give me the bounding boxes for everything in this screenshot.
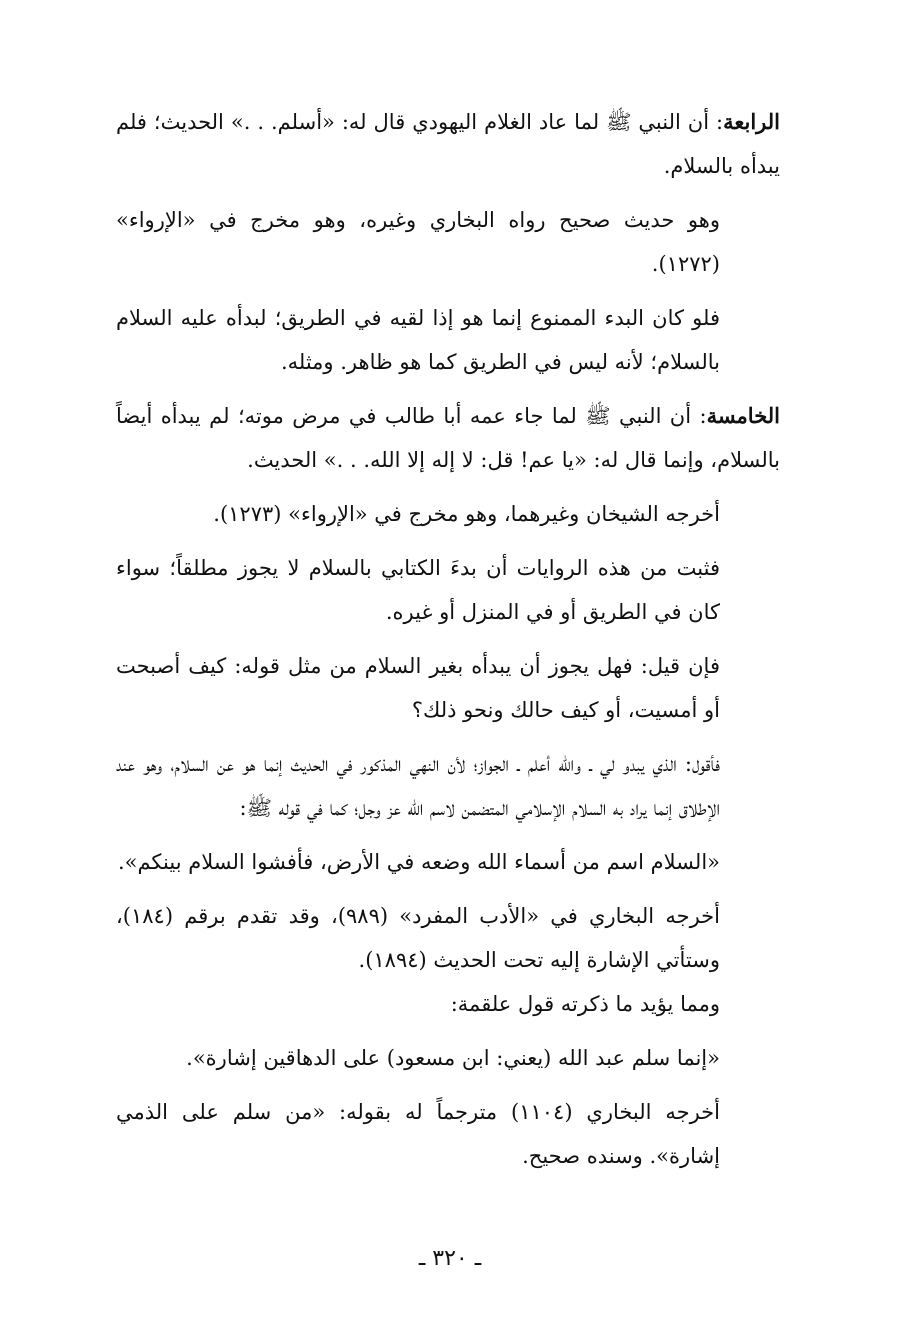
paragraph-quote-2 [116,1036,780,1080]
paragraph-text: أخرجه البخاري (١١٠٤) مترجماً له بقوله: «من سلم على الذمي إشارة». وسنده صحيح. [116,1100,721,1168]
paragraph-hadith-note-1 [116,198,780,286]
paragraph-conclusion [116,546,780,634]
page-number: ـ ٣٢٠ ـ [418,1246,482,1271]
paragraph-text: : أن النبي ﷺ لما عاد الغلام اليهودي قال له: «أسلم. . .» الحديث؛ فلم يبدأه بالسلام. [116,110,780,178]
paragraph-quote-1 [116,840,780,884]
paragraph-answer [116,742,780,830]
paragraph-text: أخرجه الشيخان وغيرهما، وهو مخرج في «الإرواء» (١٢٧٣). [213,502,720,526]
paragraph-text: وهو حديث صحيح رواه البخاري وغيره، وهو مخرج في «الإرواء» (١٢٧٢). [116,208,720,276]
paragraph-text: فثبت من هذه الروايات أن بدءَ الكتابي بالسلام لا يجوز مطلقاً؛ سواء كان في الطريق أو في المنزل أو غيره. [116,556,720,624]
paragraph-inference-1 [116,296,780,384]
paragraph-supporting [116,982,780,1026]
paragraph-lead: الخامسة [706,403,780,428]
paragraph-lead: الرابعة [723,109,780,134]
paragraph-text: «السلام اسم من أسماء الله وضعه في الأرض، فأفشوا السلام بينكم». [117,850,720,874]
paragraph-hadith-note-2 [116,492,780,536]
paragraph-question [116,644,780,732]
paragraph-hadith-note-3 [116,894,780,982]
paragraph-text: فأقول: الذي يبدو لي ـ والله أعلم ـ الجواز؛ لأن النهي المذكور في الحديث إنما هو عن السلام، وهو عند الإطلاق إنما يراد به السلام الإسلامي المتضمن لاسم الله عز وجل؛ كما في قوله ﷺ: [116,752,720,820]
paragraph-text: ومما يؤيد ما ذكرته قول علقمة: [450,992,720,1016]
body-text [116,100,780,1188]
paragraph-text: أخرجه البخاري في «الأدب المفرد» (٩٨٩)، وقد تقدم برقم (١٨٤)، وستأتي الإشارة إليه تحت الحديث (١٨٩٤). [116,904,720,972]
paragraph-text: «إنما سلم عبد الله (يعني: ابن مسعود) على الدهاقين إشارة». [186,1046,720,1070]
paragraph-hadith-note-4 [116,1090,780,1178]
paragraph-fifth-point [116,394,780,482]
paragraph-text: فلو كان البدء الممنوع إنما هو إذا لقيه في الطريق؛ لبدأه عليه السلام بالسلام؛ لأنه ليس في الطريق كما هو ظاهر. ومثله. [116,306,720,374]
paragraph-fourth-point [116,100,780,188]
paragraph-text: : أن النبي ﷺ لما جاء عمه أبا طالب في مرض موته؛ لم يبدأه أيضاً بالسلام، وإنما قال له: «يا عم! قل: لا إله إلا الله. . .» الحديث. [116,404,780,472]
paragraph-text: فإن قيل: فهل يجوز أن يبدأه بغير السلام من مثل قوله: كيف أصبحت أو أمسيت، أو كيف حالك ونحو ذلك؟ [116,654,720,722]
